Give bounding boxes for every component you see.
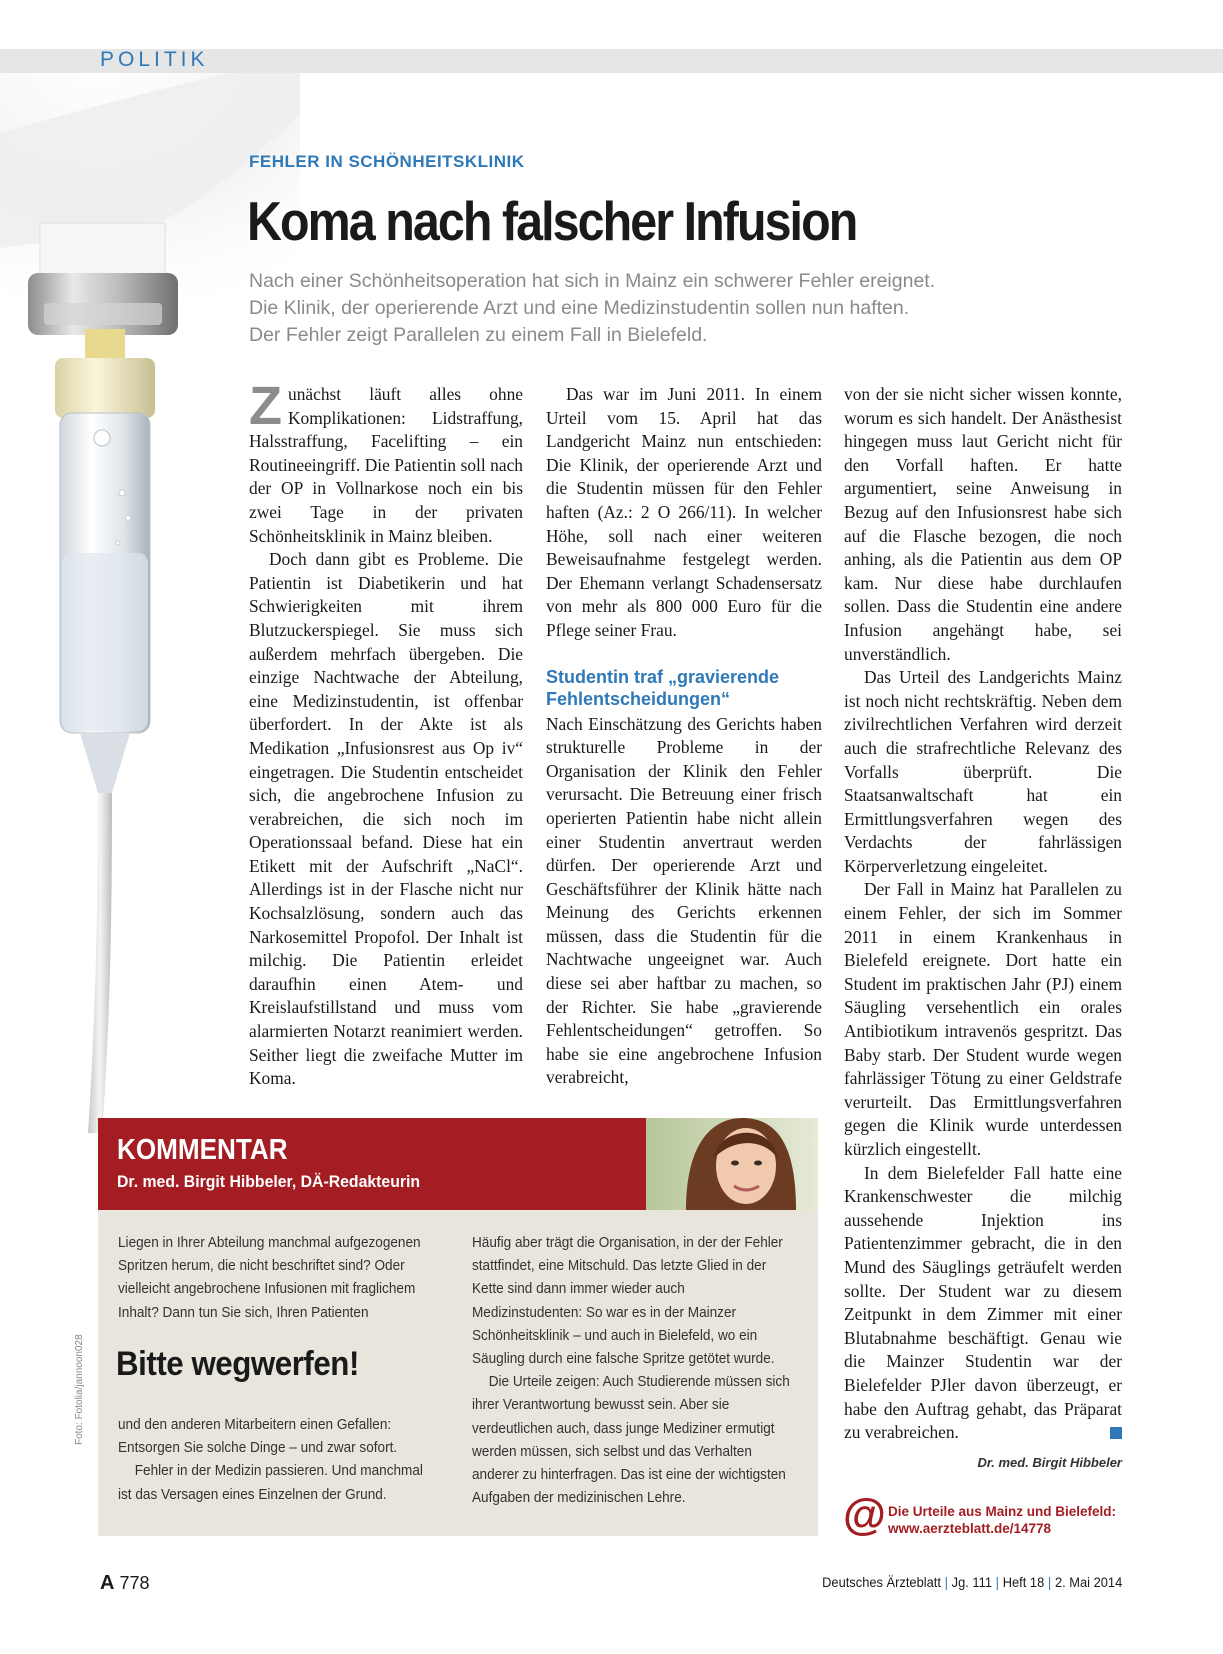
article-paragraph: Nach Einschätzung des Gerichts haben strukturelle Probleme in der Organisation der Klinik den Fehler verursacht. Die Betreuung einer frisch operierten Patientin habe nicht allein einer Studentin anvertraut werden dürfen. Der operierende Arzt und Geschäftsführer der Klinik hätte nach Meinung des Gerichts erkennen müssen, dass die Studentin für die Nachtwache ungeeignet war. Auch diese sei aber haftbar zu machen, so der Richter. Sie habe „gravierende Fehlentscheidungen“ getroffen. So habe sie eine angebrochene Infusion verabreicht, [546, 713, 822, 1088]
comment-column-2 [472, 1232, 793, 1510]
weblink-box [888, 1503, 1116, 1537]
comment-label: KOMMENTAR [117, 1134, 288, 1166]
lead-line: Nach einer Schönheitsoperation hat sich in Mainz ein schwerer Fehler ereignet. [249, 270, 936, 292]
lead-line: Die Klinik, der operierende Arzt und eine Medizinstudentin sollen nun haften. [249, 297, 910, 319]
at-sign-icon: @ [843, 1490, 886, 1539]
article-column-3 [844, 383, 1122, 1445]
journal-volume: Jg. 111 [951, 1574, 992, 1590]
comment-author: Dr. med. Birgit Hibbeler, DÄ-Redakteurin [117, 1172, 421, 1191]
journal-date: 2. Mai 2014 [1054, 1574, 1122, 1590]
photo-credit: Foto: Fotolia/jannoon028 [74, 1334, 85, 1445]
weblink-label: Die Urteile aus Mainz und Bielefeld: [888, 1504, 1117, 1519]
paragraph-text: In dem Bielefelder Fall hatte eine Krankenschwester die milchig aussehende Injektion ins Patientenzimmer gebracht, die in den Mund des Säuglings geträufelt werden sollte. Der Student war zu diesem Zeitpunkt in dem Zimmer mit einer Blutabnahme beschäftigt. Genau wie die Mainzer Studentin war der Bielefelder PJler davon überzeugt, er habe den Auftrag gehabt, das Präparat zu verabreichen. [844, 1162, 1122, 1443]
article-paragraph [844, 1162, 1122, 1445]
page-prefix: A [100, 1572, 115, 1594]
article-paragraph: Der Fall in Mainz hat Parallelen zu einem Fehler, der sich im Sommer 2011 in einem Krankenhaus in Bielefeld ereignete. Dort hatte ein Student im praktischen Jahr (PJ) einem Säugling versehentlich ein orales Antibiotikum intravenös gespritzt. Das Baby starb. Der Student wurde wegen fahrlässiger Tötung zu einer Geldstrafe verurteilt. Das Ermittlungsverfahren gegen die Klinik wurde unterdessen kürzlich eingestellt. [844, 879, 1122, 1159]
comment-paragraph: Häufig aber trägt die Organisation, in der der Fehler stattfindet, eine Mitschuld. Das letzte Glied in der Kette sind dann immer wieder auch Medizinstudenten: So war es in der Mainzer Schönheitsklinik – und auch in Bielefeld, wo ein Säugling durch eine falsche Spritze getötet wurde. [472, 1235, 783, 1368]
article-paragraph: Doch dann gibt es Probleme. Die Patientin ist Diabetikerin und hat Schwierigkeiten mit ihrem Blutzuckerspiegel. Sie muss sich außerdem mehrfach übergeben. Die einzige Nachtwache der Abteilung, eine Medizinstudentin, ist offenbar überfordert. In der Akte ist als Medikation „Infusionsrest aus Op iv“ eingetragen. Die Studentin entscheidet sich, die angebrochene Infusion zu verabreichen, die sich noch im Operationssaal befand. Diese hat ein Etikett mit der Aufschrift „NaCl“. Allerdings ist in der Flasche nicht nur Kochsalzlösung, sondern auch das Narkosemittel Propofol. Der Inhalt ist milchig. Die Patientin erleidet daraufhin einen Atem- und Kreislaufstillstand und muss vom alarmierten Notarzt reanimiert werden. Seither liegt die zweifache Mutter im Koma. [249, 549, 523, 1089]
page-number [100, 1572, 150, 1595]
article-column-2 [546, 383, 822, 1090]
separator: | [944, 1574, 948, 1590]
lead-line: Der Fehler zeigt Parallelen zu einem Fall in Bielefeld. [249, 324, 708, 346]
comment-column-1-bottom [118, 1414, 434, 1507]
separator: | [1047, 1574, 1052, 1590]
end-mark-icon [1110, 1427, 1122, 1439]
article-lead [249, 268, 1109, 349]
article-byline: Dr. med. Birgit Hibbeler [977, 1455, 1122, 1470]
journal-issue: Heft 18 [1002, 1574, 1044, 1590]
comment-paragraph: Die Urteile zeigen: Auch Studierende müssen sich ihrer Verantwortung bewusst sein. Aber sie verdeutlichen auch, dass junge Mediziner ermutigt werden müssen, sich selbst und das Verhalten anderer zu hinterfragen. Das ist eine der wichtigsten Aufgaben der medizinischen Lehre. [472, 1374, 790, 1507]
comment-paragraph: Liegen in Ihrer Abteilung manchmal aufgezogenen Spritzen herum, die nicht beschriftet sind? Oder vielleicht angebrochene Infusionen mit fraglichem Inhalt? Dann tun Sie sich, Ihren Patienten [118, 1235, 421, 1321]
comment-title: Bitte wegwerfen! [116, 1345, 359, 1383]
author-photo [646, 1118, 818, 1210]
article-headline: Koma nach falscher Infusion [247, 190, 857, 252]
article-paragraph: Das war im Juni 2011. In einem Urteil vom 15. April hat das Landgericht Mainz nun entschieden: Die Klinik, der operierende Arzt und die Studentin müssen für den Fehler haften (Az.: 2 O 266/11). In welcher Höhe, soll nach einer weiteren Beweisaufnahme festgelegt werden. Der Ehemann verlangt Schadensersatz von mehr als 800 000 Euro für die Pflege seiner Frau. [546, 384, 822, 640]
article-paragraph [249, 376, 523, 548]
article-paragraph: von der sie nicht sicher wissen konnte, worum es sich handelt. Der Anästhesist hingegen muss laut Gericht nicht für den Vorfall haften. Er hatte argumentiert, seine Anweisung in Bezug auf den Infusionsrest habe sich auf die Flasche bezogen, die noch anhing, als die Patientin aus dem OP kam. Nur diese habe durchlaufen sollen. Dass die Studentin eine andere Infusion angehängt habe, sei unverständlich. [844, 384, 1122, 664]
article-column-1 [249, 376, 523, 1091]
article-subhead: Studentin traf „gravierende Fehlentscheidungen“ [546, 666, 780, 709]
comment-column-1-top [118, 1232, 434, 1325]
drop-cap: Z [249, 376, 282, 436]
comment-paragraph: Fehler in der Medizin passieren. Und manchmal ist das Versagen eines Einzelnen der Grund. [118, 1463, 423, 1503]
paragraph-text: unächst läuft alles ohne Komplikationen: Lidstraffung, Halsstraffung, Facelifting – ein Routineeingriff. Die Patientin soll nach der OP in Vollnarkose noch ein bis zwei Tage in der privaten Schönheitsklinik in Mainz bleiben. [249, 384, 523, 546]
section-label: POLITIK [100, 48, 209, 71]
separator: | [995, 1574, 999, 1590]
journal-name: Deutsches Ärzteblatt [821, 1574, 941, 1590]
footer-journal-info [822, 1574, 1122, 1590]
article-paragraph: Das Urteil des Landgerichts Mainz ist noch nicht rechtskräftig. Neben dem zivilrechtlichen Verfahren wird derzeit auch die strafrechtliche Relevanz des Vorfalls überprüft. Die Staatsanwaltschaft hat ein Ermittlungsverfahren wegen des Verdachts der fahrlässigen Körperverletzung eingeleitet. [844, 667, 1122, 876]
article-kicker: FEHLER IN SCHÖNHEITSKLINIK [249, 152, 525, 171]
comment-paragraph: und den anderen Mitarbeitern einen Gefallen: Entsorgen Sie solche Dinge – und zwar sofort. [118, 1417, 398, 1457]
page-number-value: 778 [119, 1573, 150, 1593]
weblink-url[interactable]: www.aerzteblatt.de/14778 [888, 1521, 1052, 1536]
